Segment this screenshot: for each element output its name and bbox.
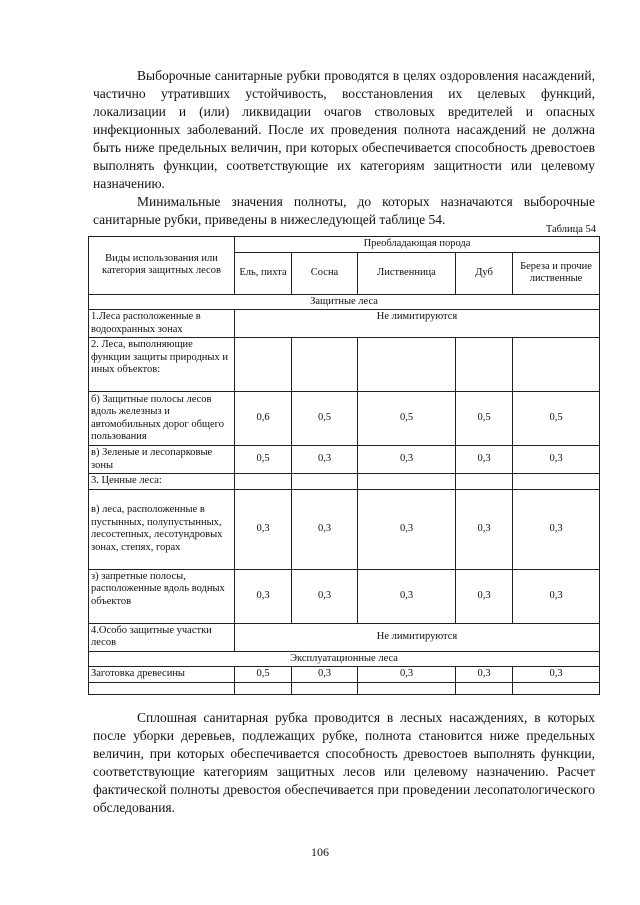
row-label: Заготовка древесины (89, 667, 235, 683)
value-cell: 0,3 (456, 667, 513, 683)
value-cell: 0,5 (292, 392, 358, 446)
value-cell: 0,5 (358, 392, 456, 446)
value-cell: 0,3 (235, 569, 292, 623)
empty-cell (292, 682, 358, 694)
paragraph-clear-felling: Сплошная санитарная рубка проводится в лесных насаждениях, в которых после уборки деревьев, подлежащих рубке, полнота становится ниже предельных величин, при которых обеспечивается способность древостоев выполнять функции, соответствующие категориям защитных лесов или целевому назначению. Расчет фактической полноты древостоя обеспечивается при проведении лесопатологического обследования. (93, 710, 595, 815)
not-limited-cell: Не лимитируются (235, 310, 600, 338)
value-cell: 0,5 (456, 392, 513, 446)
row-label: з) запретные полосы, расположенные вдоль водных объектов (89, 569, 235, 623)
value-cell: 0,3 (358, 667, 456, 683)
table-caption: Таблица 54 (545, 224, 596, 235)
empty-cell (358, 474, 456, 490)
empty-cell (456, 338, 513, 392)
value-cell: 0,5 (235, 667, 292, 683)
value-cell: 0,3 (456, 489, 513, 569)
row-label: 4.Особо защитные участки лесов (89, 623, 235, 651)
row-label: 3. Ценные леса: (89, 474, 235, 490)
value-cell: 0,3 (513, 667, 600, 683)
paragraph-table-reference: Минимальные значения полноты, до которых назначаются выборочные санитарные рубки, приведены в нижеследующей таблице 54. (93, 194, 595, 227)
empty-cell (513, 338, 600, 392)
empty-cell (358, 338, 456, 392)
empty-cell (292, 474, 358, 490)
not-limited-cell: Не лимитируются (235, 623, 600, 651)
density-table (88, 236, 600, 695)
header-species-birch: Береза и прочие лиственные (513, 252, 600, 294)
header-species-spruce: Ель, пихта (235, 252, 292, 294)
row-label: в) Зеленые и лесопарковые зоны (89, 446, 235, 474)
section-protective: Защитные леса (89, 294, 600, 310)
row-label: б) Защитные полосы лесов вдоль железныз и автомобильных дорог общего пользования (89, 392, 235, 446)
value-cell: 0,3 (456, 446, 513, 474)
value-cell: 0,5 (235, 446, 292, 474)
value-cell: 0,3 (513, 446, 600, 474)
header-species-larch: Лиственница (358, 252, 456, 294)
value-cell: 0,6 (235, 392, 292, 446)
page-number: 106 (311, 845, 329, 859)
value-cell: 0,3 (513, 489, 600, 569)
header-species-oak: Дуб (456, 252, 513, 294)
empty-cell (292, 338, 358, 392)
empty-cell (235, 474, 292, 490)
value-cell: 0,3 (358, 569, 456, 623)
value-cell: 0,5 (513, 392, 600, 446)
value-cell: 0,3 (292, 569, 358, 623)
header-category: Виды использования или категория защитных лесов (89, 237, 235, 295)
row-label: 1.Леса расположенные в водоохранных зонах (89, 310, 235, 338)
section-exploitation: Эксплуатационные леса (89, 651, 600, 667)
value-cell: 0,3 (358, 446, 456, 474)
header-species-group: Преобладающая порода (235, 237, 600, 253)
value-cell: 0,3 (358, 489, 456, 569)
value-cell: 0,3 (235, 489, 292, 569)
header-species-pine: Сосна (292, 252, 358, 294)
row-label: 2. Леса, выполняющие функции защиты природных и иных объектов: (89, 338, 235, 392)
empty-cell (235, 338, 292, 392)
value-cell: 0,3 (292, 489, 358, 569)
value-cell: 0,3 (292, 667, 358, 683)
empty-cell (513, 682, 600, 694)
value-cell: 0,3 (513, 569, 600, 623)
empty-cell (235, 682, 292, 694)
empty-cell (358, 682, 456, 694)
empty-cell (89, 682, 235, 694)
empty-cell (456, 682, 513, 694)
paragraph-selective-felling: Выборочные санитарные рубки проводятся в целях оздоровления насаждений, частично утративших устойчивость, восстановления их целевых функций, локализации и (или) ликвидации очагов стволовых вредителей и опасных инфекционных заболеваний. После их проведения полнота насаждений не должна быть ниже предельных величин, при которых обеспечивается способность древостоев выполнять функции, соответствующие их категориям защитности или целевому назначению. (93, 68, 595, 191)
value-cell: 0,3 (456, 569, 513, 623)
empty-cell (513, 474, 600, 490)
value-cell: 0,3 (292, 446, 358, 474)
row-label: в) леса, расположенные в пустынных, полупустынных, лесостепных, лесотундровых зонах, степях, горах (89, 489, 235, 569)
empty-cell (456, 474, 513, 490)
